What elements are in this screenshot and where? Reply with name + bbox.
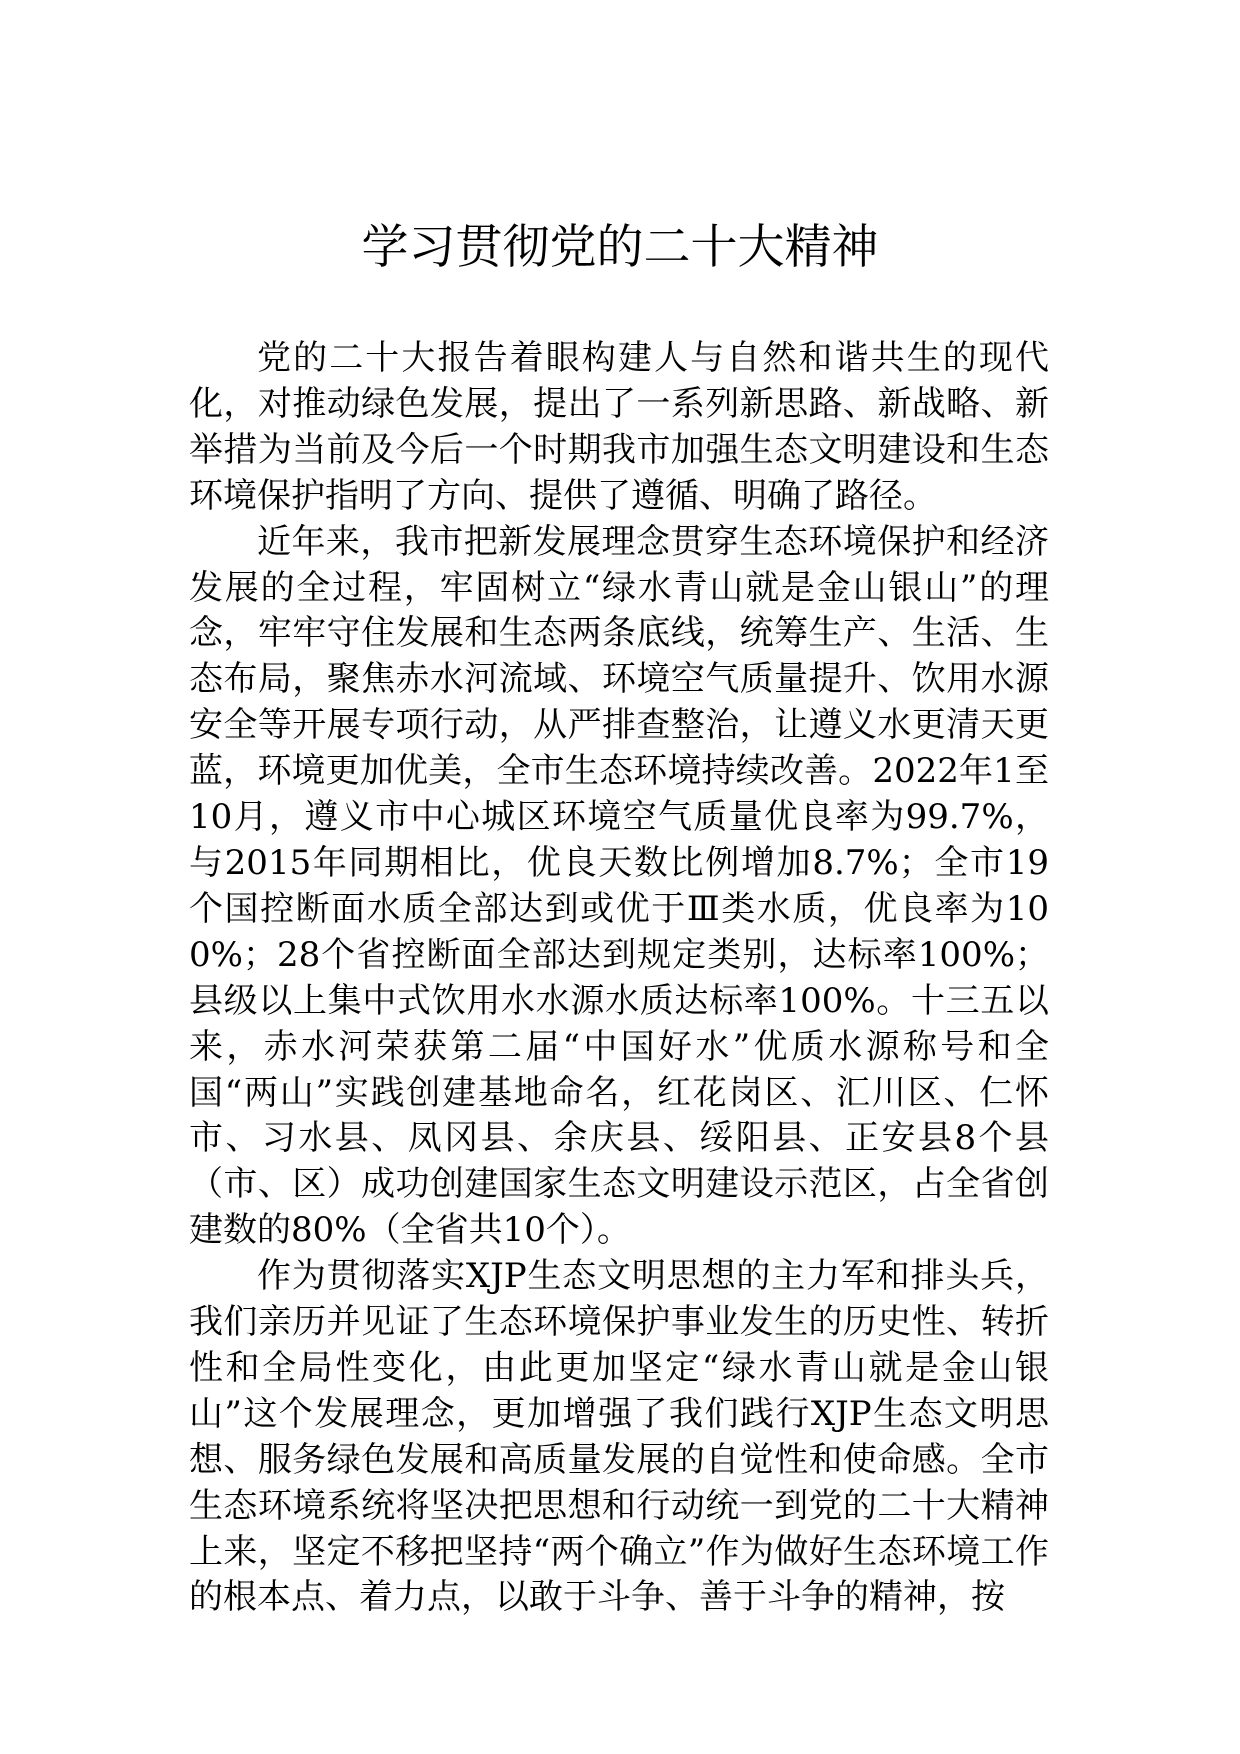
document-title: 学习贯彻党的二十大精神 — [361, 220, 879, 275]
paragraph-achievements: 近年来，我市把新发展理念贯穿生态环境保护和经济发展的全过程，牢固树立“绿水青山就是金山银山”的理念，牢牢守住发展和生态两条底线，统筹生产、生活、生态布局，聚焦赤水河流域、环境空气质量提升、饮用水源安全等开展专项行动，从严排查整治，让遵义水更清天更蓝，环境更加优美，全市生态环境持续改善。2022年1至10月，遵义市中心城区环境空气质量优良率为99.7%，与2015年同期相比，优良天数比例增加8.7%；全市19个国控断面水质全部达到或优于Ⅲ类水质，优良率为100%；28个省控断面全部达到规定类别，达标率100%；县级以上集中式饮用水水源水质达标率100%。十三五以来，赤水河荣获第二届“中国好水”优质水源称号和全国“两山”实践创建基地命名，红花岗区、汇川区、仁怀市、习水县、凤冈县、余庆县、绥阳县、正安县8个县（市、区）成功创建国家生态文明建设示范区，占全省创建数的80%（全省共10个）。 — [189, 521, 1049, 1251]
paragraph-commitment: 作为贯彻落实XJP生态文明思想的主力军和排头兵，我们亲历并见证了生态环境保护事业发生的历史性、转折性和全局性变化，由此更加坚定“绿水青山就是金山银山”这个发展理念，更加增强了我们践行XJP生态文明思想、服务绿色发展和高质量发展的自觉性和使命感。全市生态环境系统将坚决把思想和行动统一到党的二十大精神上来，坚定不移把坚持“两个确立”作为做好生态环境工作的根本点、着力点，以敢于斗争、善于斗争的精神，按 — [189, 1256, 1049, 1618]
document-body — [189, 336, 1049, 1621]
paragraph-intro: 党的二十大报告着眼构建人与自然和谐共生的现代化，对推动绿色发展，提出了一系列新思路、新战略、新举措为当前及今后一个时期我市加强生态文明建设和生态环境保护指明了方向、提供了遵循、明确了路径。 — [189, 338, 1049, 516]
